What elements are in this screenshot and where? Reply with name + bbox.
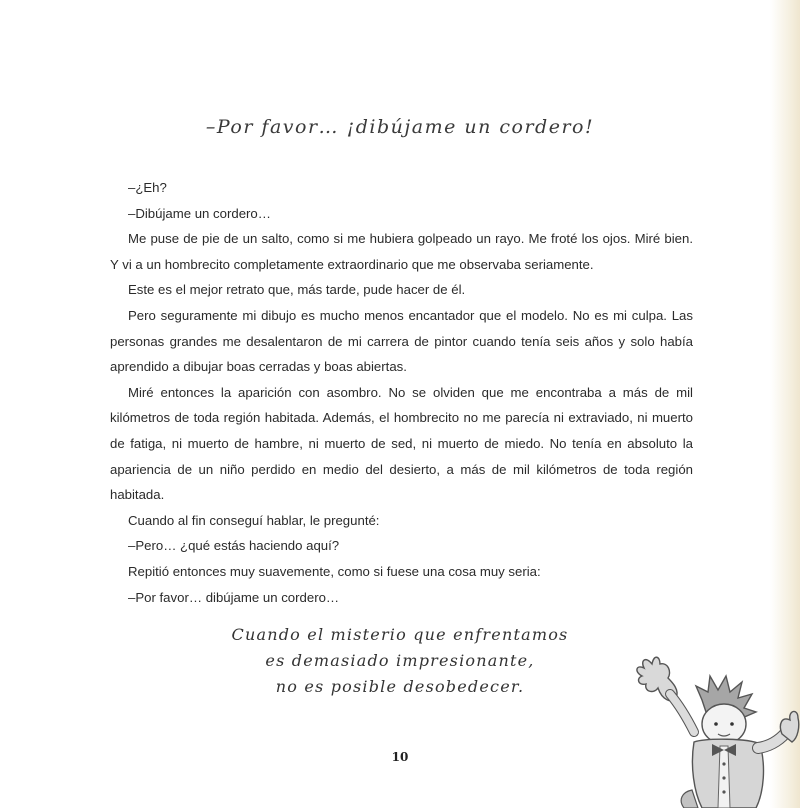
paragraph: Pero seguramente mi dibujo es mucho menos encantador que el modelo. No es mi culpa. Las personas grandes me desalentaron de mi carrera de pintor cuando tenía seis años y solo había aprendido a dibujar boas cerradas y boas abiertas. [110,307,693,375]
quote-line: no es posible desobedecer. [275,677,525,696]
body-text [110,175,693,610]
paragraph: –Dibújame un cordero… [128,205,271,221]
paragraph: Repitió entonces muy suavemente, como si fuese una cosa muy seria: [128,563,541,579]
quote-line: es demasiado impresionante, [265,651,535,670]
paragraph: Este es el mejor retrato que, más tarde, pude hacer de él. [128,282,466,298]
quote-line: Cuando el misterio que enfrentamos [231,625,569,644]
paragraph: –¿Eh? [128,180,167,195]
little-prince-illustration [632,642,800,808]
chapter-heading: –Por favor… ¡dibújame un cordero! [205,116,595,138]
paragraph: Miré entonces la aparición con asombro. No se olviden que me encontraba a más de mil kilómetros de toda región habitada. Además, el hombrecito no me parecía ni extraviado, ni muerto de fatiga, ni muerto de hambre, ni muerto de sed, ni muerto de miedo. No tenía en absoluto la apariencia de un niño perdido en medio del desierto, a más de mil kilómetros de toda región habitada. [110,384,693,503]
paragraph: Cuando al fin conseguí hablar, le pregunté: [128,512,380,528]
paragraph: –Pero… ¿qué estás haciendo aquí? [128,538,340,554]
page-number: 10 [391,750,409,764]
paragraph: Me puse de pie de un salto, como si me hubiera golpeado un rayo. Me froté los ojos. Miré bien. Y vi a un hombrecito completamente extraordinario que me observaba seriamente. [110,231,693,272]
paragraph: –Por favor… dibújame un cordero… [128,589,340,605]
